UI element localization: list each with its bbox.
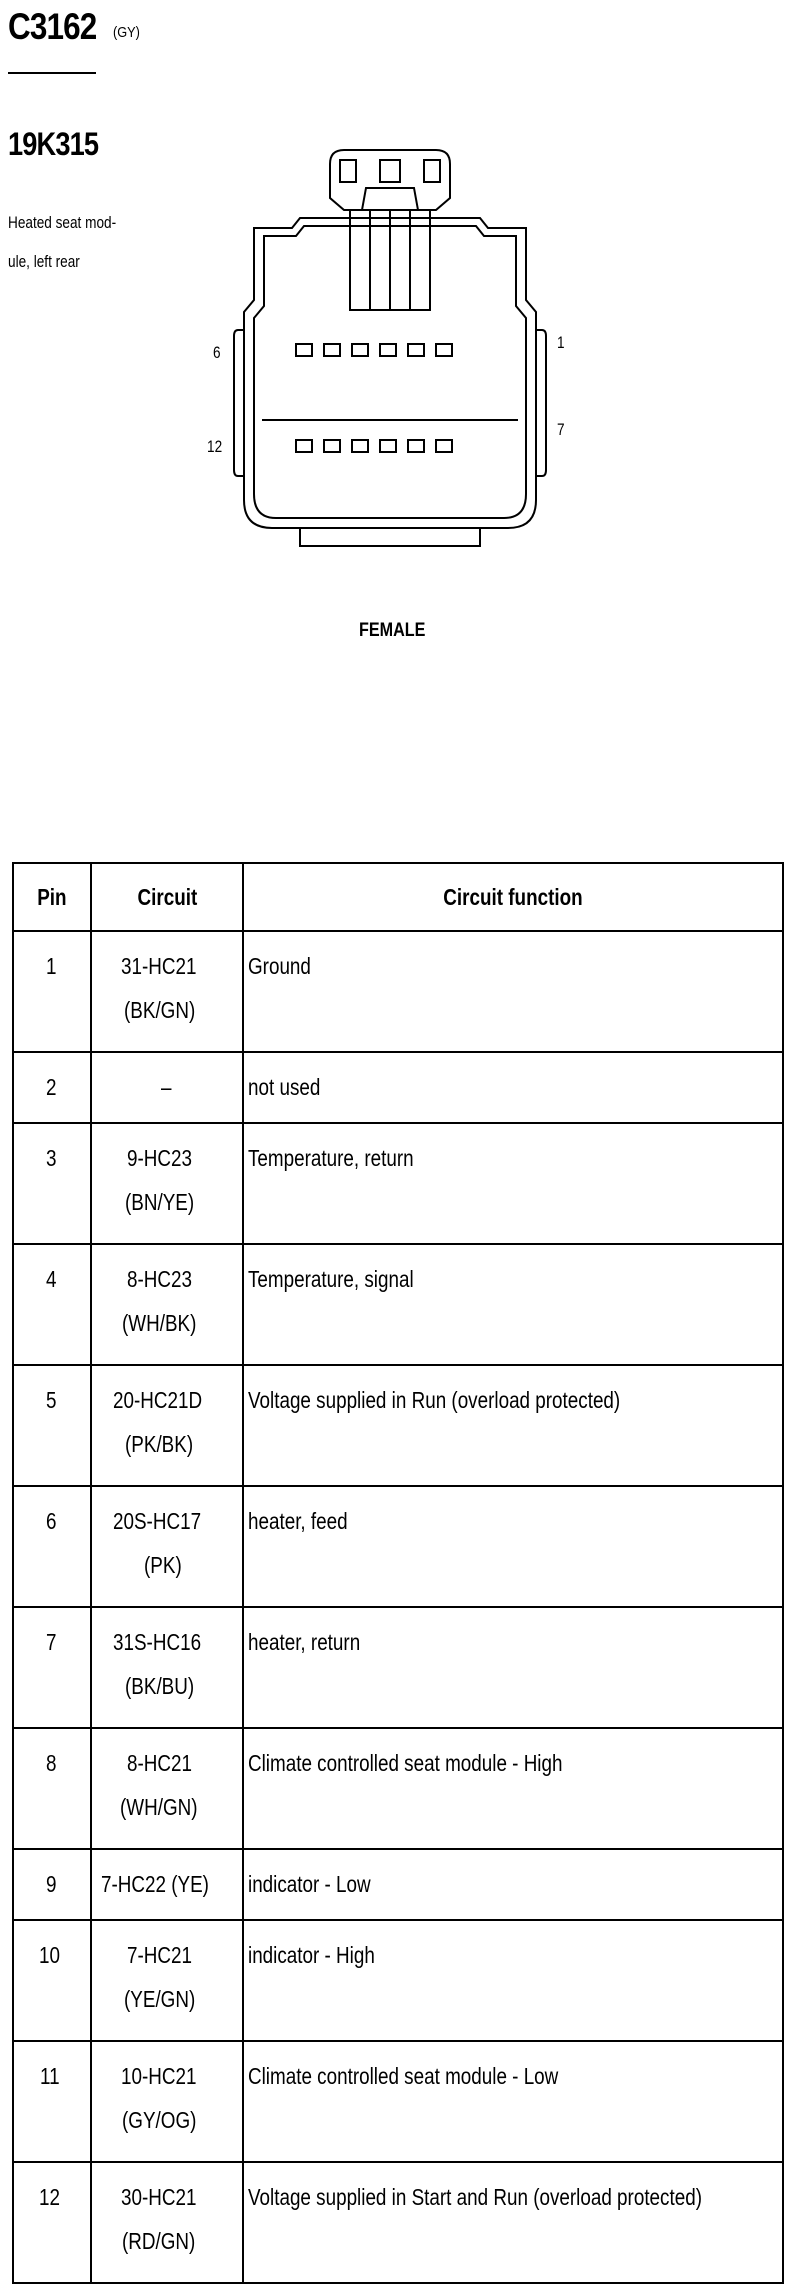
title-rule [8,72,96,74]
circuit-line: 9-HC23 [127,1145,193,1171]
table-row [13,1728,783,1849]
pin-label-7: 7 [557,420,565,439]
circuit-cell [91,1607,243,1728]
pin-number-cell: 2 [13,1052,91,1123]
pin-label-1: 1 [557,333,565,352]
description-line-1: Heated seat mod- [8,213,117,232]
pin-label-6: 6 [213,343,221,362]
pin-number-cell: 12 [13,2162,91,2283]
pin-number-cell: 9 [13,1849,91,1920]
table-row [13,1244,783,1365]
circuit-function-cell: indicator - High [243,1920,783,2041]
pin-number-cell: 8 [13,1728,91,1849]
circuit-line: 10-HC21 [120,2063,197,2089]
pin-number-cell: 11 [13,2041,91,2162]
circuit-line: (WH/BK) [121,1310,197,1336]
pin-number-cell: 6 [13,1486,91,1607]
circuit-line: (BK/GN) [123,997,195,1023]
circuit-line: (YE/GN) [123,1986,195,2012]
description-line-2: ule, left rear [8,252,80,271]
circuit-function-cell: Climate controlled seat module - Low [243,2041,783,2162]
circuit-line: 20S-HC17 [113,1508,202,1534]
circuit-line: (PK) [144,1552,182,1578]
circuit-cell [91,931,243,1052]
circuit-line: 31S-HC16 [113,1629,202,1655]
circuit-function-cell: indicator - Low [243,1849,783,1920]
header-circuit-function: Circuit function [243,863,783,931]
circuit-cell [91,1728,243,1849]
pin-number-cell: 3 [13,1123,91,1244]
circuit-line: 20-HC21D [112,1387,202,1413]
circuit-function-cell: Voltage supplied in Start and Run (overload protected) [243,2162,783,2283]
circuit-function-cell: Climate controlled seat module - High [243,1728,783,1849]
table-row [13,1123,783,1244]
circuit-line: 8-HC21 [127,1750,193,1776]
connector-color-code: (GY) [113,24,140,41]
circuit-line: 31-HC21 [120,953,197,979]
circuit-line: (GY/OG) [121,2107,197,2133]
table-row [13,1607,783,1728]
circuit-cell [91,1123,243,1244]
pinout-table [12,862,784,2284]
pin-number-cell: 1 [13,931,91,1052]
circuit-cell [91,1244,243,1365]
circuit-line: 30-HC21 [120,2184,197,2210]
header-pin: Pin [13,863,91,931]
pin-number-cell: 4 [13,1244,91,1365]
circuit-cell [91,2162,243,2283]
circuit-function-cell: Temperature, signal [243,1244,783,1365]
circuit-function-cell: Voltage supplied in Run (overload protected) [243,1365,783,1486]
circuit-line: (BK/BU) [124,1673,194,1699]
circuit-cell [91,1849,243,1920]
gender-label: FEMALE [359,620,426,641]
table-header-row [13,863,783,931]
connector-face-diagram [200,140,580,560]
pin-number-cell: 7 [13,1607,91,1728]
header-circuit: Circuit [91,863,243,931]
circuit-function-cell: not used [243,1052,783,1123]
pin-number-cell: 5 [13,1365,91,1486]
circuit-line: (BN/YE) [124,1189,194,1215]
circuit-line: – [160,1074,172,1100]
table-row [13,1365,783,1486]
table-row [13,1486,783,1607]
table-body [13,931,783,2283]
table-row [13,931,783,1052]
circuit-cell [91,2041,243,2162]
circuit-function-cell: heater, return [243,1607,783,1728]
circuit-cell [91,1920,243,2041]
table-row [13,1920,783,2041]
circuit-line: 7-HC22 (YE) [101,1871,210,1897]
circuit-line: 7-HC21 [127,1942,193,1968]
circuit-function-cell: Temperature, return [243,1123,783,1244]
table-row [13,2041,783,2162]
circuit-line: 8-HC23 [127,1266,193,1292]
circuit-line: (WH/GN) [119,1794,198,1820]
circuit-line: (PK/BK) [125,1431,194,1457]
table-row [13,2162,783,2283]
circuit-cell [91,1486,243,1607]
part-number: 19K315 [8,126,99,162]
circuit-cell [91,1052,243,1123]
connector-id: C3162 [8,6,97,47]
circuit-cell [91,1365,243,1486]
pin-number-cell: 10 [13,1920,91,2041]
table-row [13,1849,783,1920]
pin-label-12: 12 [207,437,223,456]
circuit-line: (RD/GN) [122,2228,196,2254]
circuit-function-cell: Ground [243,931,783,1052]
table-row [13,1052,783,1123]
circuit-function-cell: heater, feed [243,1486,783,1607]
